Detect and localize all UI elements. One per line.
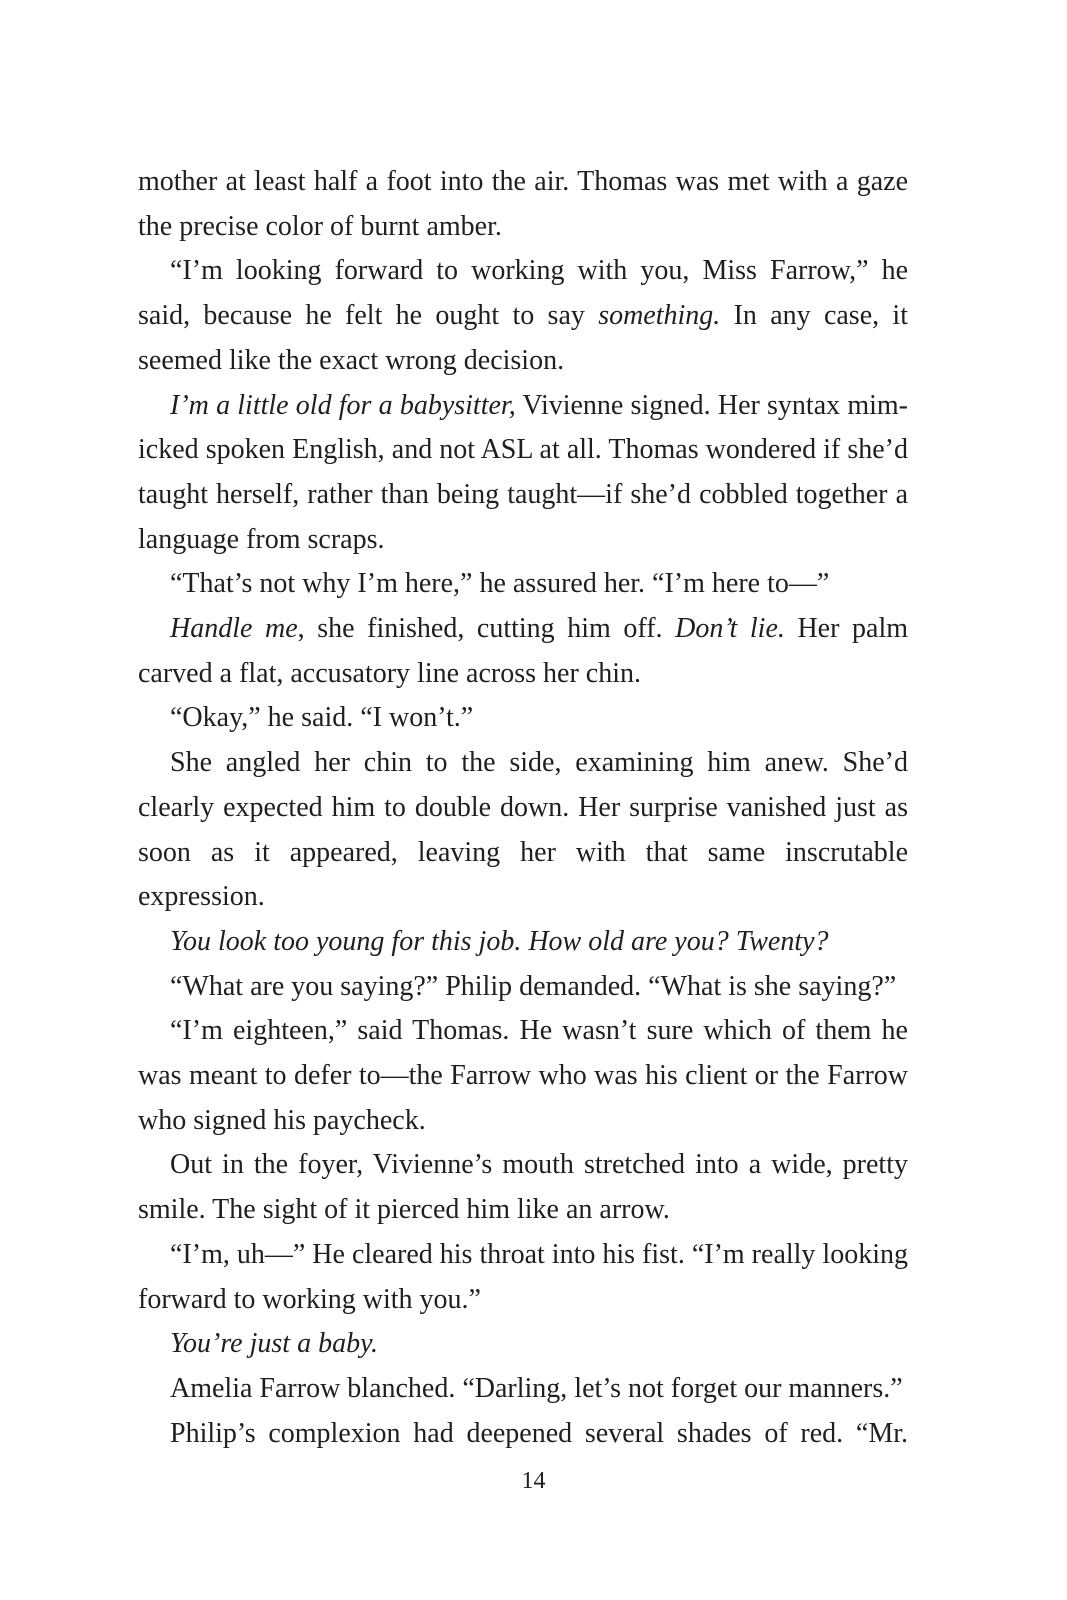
text-run: In any case, it seemed like the exact wrong decision. [138, 300, 908, 376]
italic-text: Handle me [170, 613, 298, 645]
text-run: “I’m, uh—” He cleared his throat into his fist. “I’m really looking forward to working with you.” [138, 1238, 908, 1315]
text-run: mother at least half a foot into the air. Thomas was met with a gaze the precise color of burnt amber. [138, 166, 908, 242]
text-run: “Okay,” he said. “I won’t.” [170, 702, 474, 734]
italic-text: You’re just a baby. [170, 1328, 378, 1360]
text-run: “I’m eighteen,” said Thomas. He wasn’t sure which of them he was meant to defer to—the Farrow who was his client or the Farrow who signed his paycheck. [138, 1015, 908, 1136]
body-text [138, 160, 908, 1456]
text-run: Out in the foyer, Vivienne’s mouth stretched into a wide, pretty smile. The sight of it pierced him like an arrow. [138, 1149, 908, 1226]
italic-text: Don’t lie. [675, 613, 785, 645]
paragraph [138, 741, 908, 920]
paragraph [138, 1009, 908, 1143]
paragraph [138, 249, 908, 383]
paragraph [138, 562, 908, 607]
text-run: Vivienne signed. Her syntax mimicked spoken English, and not ASL at all. Thomas wondered if she’d taught herself, rather than being taught—if she’d cobbled together a language from scraps. [138, 389, 908, 555]
paragraph [138, 920, 908, 965]
paragraph [138, 1143, 908, 1232]
italic-text: something. [598, 300, 721, 332]
paragraph [138, 384, 908, 563]
italic-text: You look too young for this job. How old are you? Twenty? [170, 925, 829, 957]
text-run: She angled her chin to the side, examining him anew. She’d clearly expected him to double down. Her surprise vanished just as soon as it appeared, leaving her with that same inscrutable expression. [138, 747, 908, 913]
paragraph [138, 1367, 908, 1412]
paragraph [138, 696, 908, 741]
text-run: “I’m looking forward to working with you, Miss Farrow,” he said, because he felt he ought to say [138, 255, 908, 332]
text-run: “What are you saying?” Philip demanded. “What is she saying?” [170, 970, 897, 1002]
text-run: , she finished, cutting him off. [297, 613, 676, 645]
paragraph [138, 1412, 908, 1457]
page-number: 14 [521, 1468, 546, 1494]
text-run: Her palm carved a flat, accusatory line across her chin. [138, 613, 908, 689]
paragraph [138, 1233, 908, 1322]
text-run: Amelia Farrow blanched. “Darling, let’s not forget our manners.” [170, 1372, 903, 1404]
text-run: “That’s not why I’m here,” he assured her. “I’m here to—” [170, 568, 830, 600]
paragraph [138, 965, 908, 1010]
text-run: Philip’s complexion had deepened several shades of red. “Mr. [170, 1417, 908, 1449]
paragraph [138, 607, 908, 696]
paragraph [138, 160, 908, 249]
paragraph [138, 1322, 908, 1367]
italic-text: I’m a little old for a babysitter, [170, 389, 516, 421]
